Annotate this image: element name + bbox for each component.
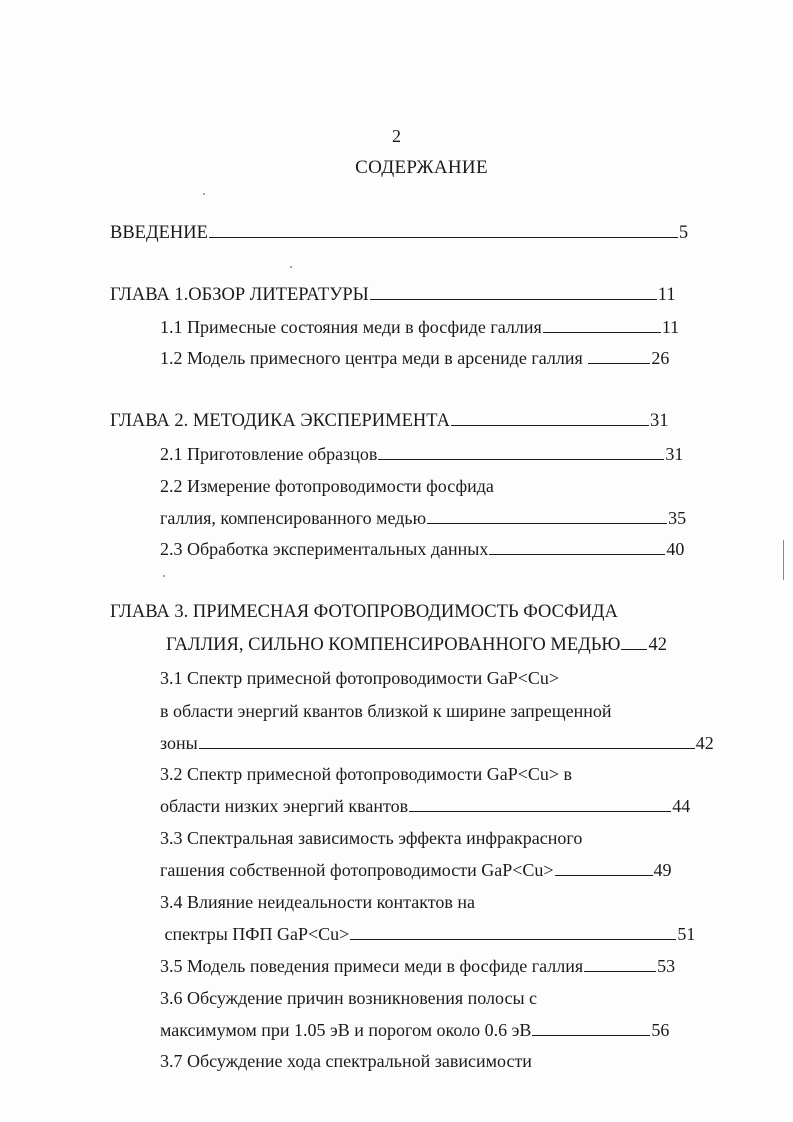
dot-leader <box>543 318 661 333</box>
toc-page: 35 <box>668 508 687 528</box>
toc-entry-chapter-3-line2 <box>166 634 667 656</box>
toc-entry-intro <box>110 222 688 244</box>
toc-label: ГАЛЛИЯ, СИЛЬНО КОМПЕНСИРОВАННОГО МЕДЬЮ <box>166 635 621 655</box>
toc-page: 42 <box>648 635 667 655</box>
toc-page: 26 <box>651 348 670 368</box>
toc-label: спектры ПФП GaP<Cu> <box>160 924 350 944</box>
toc-label: области низких энергий квантов <box>160 796 409 816</box>
toc-entry-3-5 <box>160 955 675 977</box>
toc-label: 3.2 Спектр примесной фотопроводимости GaP<Cu> в <box>160 764 573 784</box>
toc-label: ГЛАВА 2. МЕТОДИКА ЭКСПЕРИМЕНТА <box>110 411 451 431</box>
toc-entry-1-2 <box>160 347 669 369</box>
toc-entry-3-6-line1 <box>160 987 537 1009</box>
page-title: СОДЕРЖАНИЕ <box>355 157 488 178</box>
dot-leader <box>588 349 650 364</box>
toc-entry-1-1 <box>160 316 679 338</box>
toc-label: 1.2 Модель примесного центра меди в арсениде галлия <box>160 348 588 368</box>
toc-label: 3.6 Обсуждение причин возникновения полосы с <box>160 988 538 1008</box>
toc-label: гашения собственной фотопроводимости GaP<Cu> <box>160 860 554 880</box>
page-number: 2 <box>392 126 401 146</box>
toc-page: 11 <box>657 285 676 305</box>
toc-entry-3-2-line1 <box>160 763 572 785</box>
toc-page: 44 <box>672 796 691 816</box>
toc-entry-2-2-line1 <box>160 475 494 497</box>
dot-leader <box>489 540 665 555</box>
toc-entry-3-1-line1 <box>160 667 559 689</box>
toc-label: ГЛАВА 3. ПРИМЕСНАЯ ФОТОПРОВОДИМОСТЬ ФОСФИДА <box>110 602 618 622</box>
toc-entry-3-6-line2 <box>160 1019 669 1041</box>
toc-label: ГЛАВА 1.ОБЗОР ЛИТЕРАТУРЫ <box>110 285 369 305</box>
toc-page: 31 <box>665 444 684 464</box>
scan-speck <box>203 193 205 195</box>
toc-label: 2.2 Измерение фотопроводимости фосфида <box>160 476 494 496</box>
toc-label: максимумом при 1.05 эВ и порогом около 0.6 эВ <box>160 1020 532 1040</box>
toc-page: 11 <box>661 317 680 337</box>
scan-speck <box>163 575 165 577</box>
toc-label: ВВЕДЕНИЕ <box>110 223 208 243</box>
toc-entry-3-4-line1 <box>160 891 475 913</box>
dot-leader <box>584 957 656 972</box>
toc-entry-3-3-line2 <box>160 859 672 881</box>
toc-entry-chapter-2 <box>110 410 669 432</box>
toc-entry-3-2-line2 <box>160 795 690 817</box>
dot-leader <box>378 445 664 460</box>
toc-page: 51 <box>677 924 696 944</box>
dot-leader <box>555 861 653 876</box>
toc-label: 3.5 Модель поведения примеси меди в фосфиде галлия <box>160 956 584 976</box>
dot-leader <box>621 635 647 650</box>
toc-label: 2.3 Обработка экспериментальных данных <box>160 539 489 559</box>
scan-speck <box>783 540 784 580</box>
toc-entry-chapter-3-line1 <box>110 601 618 623</box>
toc-label: 3.3 Спектральная зависимость эффекта инфракрасного <box>160 828 583 848</box>
scan-speck <box>290 266 292 268</box>
toc-entry-3-7-line1 <box>160 1050 532 1072</box>
toc-label: 1.1 Примесные состояния меди в фосфиде галлия <box>160 317 542 337</box>
toc-entry-3-4-line2 <box>160 923 695 945</box>
toc-label: 3.1 Спектр примесной фотопроводимости GaP<Cu> <box>160 668 560 688</box>
toc-page: 49 <box>653 860 672 880</box>
dot-leader <box>209 223 678 238</box>
toc-entry-2-2-line2 <box>160 507 686 529</box>
dot-leader <box>350 925 676 940</box>
toc-entry-chapter-1 <box>110 284 676 306</box>
toc-page: 53 <box>657 956 676 976</box>
toc-entry-2-3 <box>160 538 684 560</box>
toc-label: в области энергий квантов близкой к ширине запрещенной <box>160 701 612 721</box>
toc-page: 42 <box>695 733 714 753</box>
toc-page: 40 <box>666 539 685 559</box>
dot-leader <box>532 1021 650 1036</box>
toc-label: 3.4 Влияние неидеальности контактов на <box>160 892 475 912</box>
dot-leader <box>199 734 695 749</box>
toc-label: галлия, компенсированного медью <box>160 508 427 528</box>
dot-leader <box>409 797 671 812</box>
dot-leader <box>370 285 657 300</box>
toc-label: 2.1 Приготовление образцов <box>160 444 378 464</box>
toc-page: 56 <box>651 1020 670 1040</box>
toc-label: 3.7 Обсуждение хода спектральной зависимости <box>160 1051 532 1071</box>
dot-leader <box>427 509 667 524</box>
toc-page: 31 <box>650 411 669 431</box>
toc-entry-2-1 <box>160 443 683 465</box>
toc-entry-3-1-line2 <box>160 700 612 722</box>
toc-entry-3-1-line3 <box>160 732 714 754</box>
toc-label: зоны <box>160 733 198 753</box>
dot-leader <box>451 411 649 426</box>
toc-entry-3-3-line1 <box>160 827 582 849</box>
toc-page: 5 <box>678 223 689 243</box>
